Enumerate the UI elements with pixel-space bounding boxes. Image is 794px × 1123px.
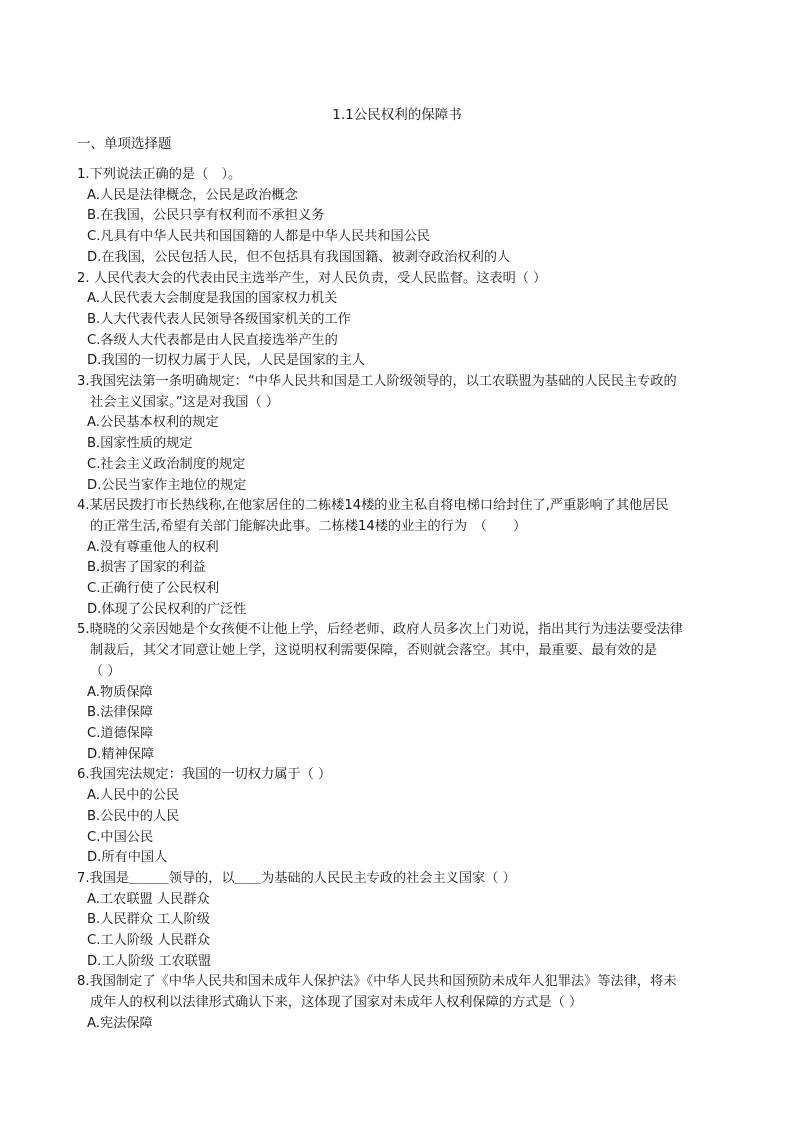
option-d: D.在我国，公民包括人民，但不包括具有我国国籍、被剥夺政治权利的人 (87, 249, 511, 265)
question-stem: 8.我国制定了《中华人民共和国未成年人保护法》《中华人民共和国预防未成年人犯罪法》等法律，将未 成年人的权利以法律形式确认下来，这体现了国家对未成年人权利保障的方式是（ ） (77, 974, 677, 1011)
option-c: C.凡具有中华人民共和国国籍的人都是中华人民共和国公民 (87, 229, 431, 245)
question-stem: 4.某居民拨打市长热线称,在他家居住的二栋楼14楼的业主私自将电梯口给封住了,严重影响了其他居民 的正常生活,希望有关部门能解决此事。二栋楼14楼的业主的行为 （ ） (77, 498, 669, 534)
option-d: D.我国的一切权力属于人民，人民是国家的主人 (87, 353, 366, 369)
option-d: D.所有中国人 (87, 850, 168, 866)
option-b: B.人民群众 工人阶级 (87, 912, 210, 928)
question-2 (77, 269, 727, 373)
question-stem: 1.下列说法正确的是（ ）。 (77, 167, 242, 182)
option-d: D.体现了公民权利的广泛性 (87, 601, 247, 617)
option-b: B.公民中的人民 (87, 808, 180, 824)
question-8 (77, 972, 727, 1034)
question-6 (77, 765, 727, 869)
section-heading: 一、单项选择题 (77, 136, 172, 152)
option-b: B.国家性质的规定 (87, 436, 193, 452)
question-3 (77, 372, 727, 496)
option-a: A.人民中的公民 (87, 788, 180, 804)
question-1 (77, 165, 727, 269)
option-b: B.在我国，公民只享有权利而不承担义务 (87, 208, 325, 224)
option-c: C.各级人大代表都是由人民直接选举产生的 (87, 332, 338, 348)
option-d: D.精神保障 (87, 746, 155, 762)
question-stem: 6.我国宪法规定：我国的一切权力属于（ ） (77, 767, 332, 783)
question-list (77, 165, 727, 1035)
question-7 (77, 869, 727, 973)
option-a: A.公民基本权利的规定 (87, 415, 219, 431)
option-a: A.工农联盟 人民群众 (87, 891, 210, 907)
question-stem: 2. 人民代表大会的代表由民主选举产生，对人民负责，受人民监督。这表明（ ） (77, 270, 547, 286)
option-b: B.损害了国家的利益 (87, 560, 206, 576)
option-c: C.工人阶级 人民群众 (87, 933, 211, 949)
option-c: C.社会主义政治制度的规定 (87, 456, 246, 472)
question-stem: 5.晓晓的父亲因她是个女孩便不让他上学，后经老师、政府人员多次上门劝说，指出其行为违法要受法律 制裁后，其父才同意让她上学，这说明权利需要保障，否则就会落空。其中，最重要、最有效的是 （ ） (77, 622, 684, 679)
option-b: B.人大代表代表人民领导各级国家机关的工作 (87, 311, 351, 327)
question-4 (77, 496, 727, 620)
page-title: 1.1公民权利的保障书 (332, 107, 462, 123)
option-a: A.物质保障 (87, 684, 153, 700)
option-a: A.宪法保障 (87, 1015, 153, 1031)
option-c: C.正确行使了公民权利 (87, 581, 220, 597)
option-a: A.人民是法律概念，公民是政治概念 (87, 187, 298, 203)
option-d: D.公民当家作主地位的规定 (87, 477, 247, 493)
option-c: C.中国公民 (87, 829, 154, 845)
option-b: B.法律保障 (87, 705, 153, 721)
option-a: A.没有尊重他人的权利 (87, 539, 219, 555)
question-stem: 7.我国是＿＿＿领导的，以＿＿为基础的人民民主专政的社会主义国家（ ） (77, 870, 516, 886)
question-stem: 3.我国宪法第一条明确规定：“中华人民共和国是工人阶级领导的，以工农联盟为基础的人民民主专政的 社会主义国家。”这是对我国（ ） (77, 374, 677, 410)
option-a: A.人民代表大会制度是我国的国家权力机关 (87, 291, 338, 307)
question-5 (77, 620, 727, 765)
option-d: D.工人阶级 工农联盟 (87, 953, 212, 969)
option-c: C.道德保障 (87, 725, 154, 741)
